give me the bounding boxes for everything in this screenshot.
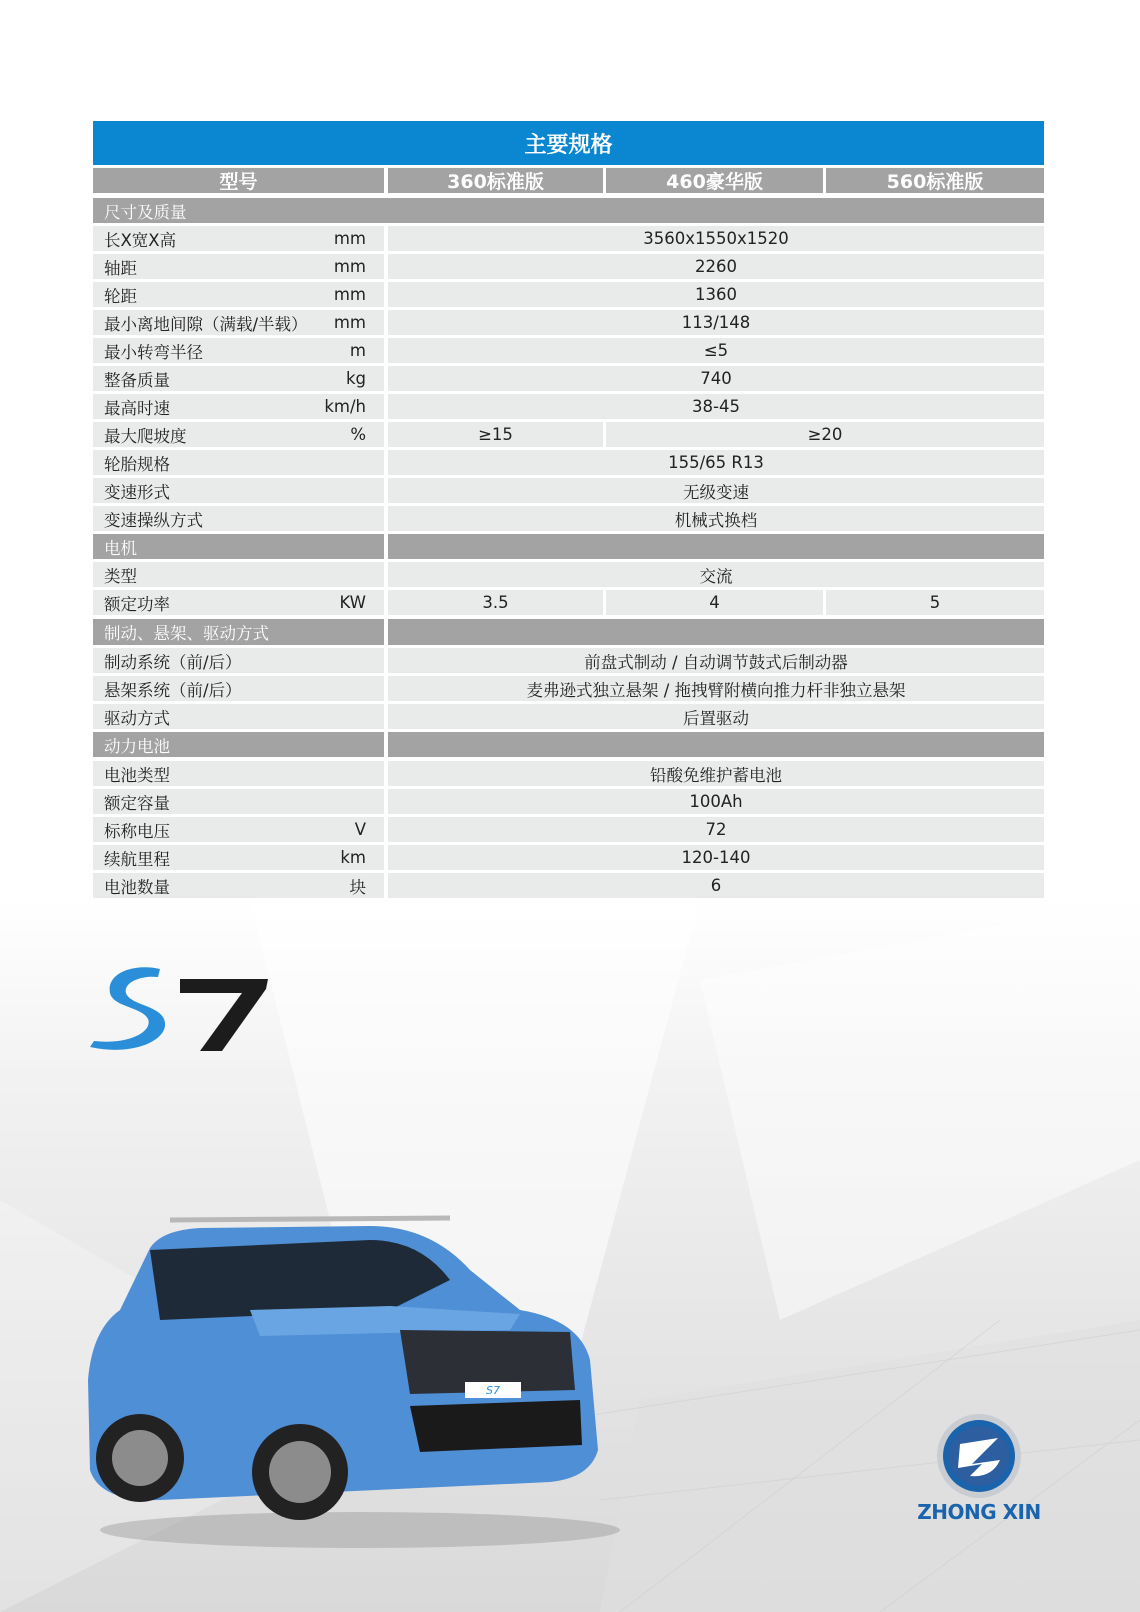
section-fill [388, 534, 1044, 559]
section-motor [93, 534, 1044, 559]
row-label [93, 310, 384, 335]
row-value: 机械式换档 [388, 506, 1044, 531]
section-label: 尺寸及质量 [93, 198, 1044, 223]
car-image [70, 1210, 630, 1550]
table-row [93, 648, 1044, 673]
label-text: 制动系统（前/后） [104, 652, 242, 672]
table-row [93, 704, 1044, 729]
row-label [93, 590, 384, 615]
table-row [93, 394, 1044, 419]
label-text: 悬架系统（前/后） [104, 680, 242, 700]
header-version-360: 360标准版 [388, 168, 603, 193]
unit-text: km [340, 848, 366, 867]
row-value: 38-45 [388, 394, 1044, 419]
header-version-460: 460豪华版 [606, 168, 823, 193]
table-row [93, 789, 1044, 814]
unit-text: mm [333, 229, 366, 248]
section-dimensions [93, 198, 1044, 223]
label-text: 轮距 [104, 286, 137, 306]
label-text: 整备质量 [104, 370, 170, 390]
table-title: 主要规格 [93, 121, 1044, 165]
row-label [93, 282, 384, 307]
label-text: 变速形式 [104, 482, 170, 502]
row-value: 麦弗逊式独立悬架 / 拖拽臂附横向推力杆非独立悬架 [388, 676, 1044, 701]
table-row [93, 506, 1044, 531]
row-value: 100Ah [388, 789, 1044, 814]
label-text: 标称电压 [104, 821, 170, 841]
section-label: 动力电池 [93, 732, 384, 757]
row-label [93, 422, 384, 447]
row-value: 72 [388, 817, 1044, 842]
table-row [93, 817, 1044, 842]
row-value: 无级变速 [388, 478, 1044, 503]
table-row [93, 282, 1044, 307]
spec-table [93, 121, 1044, 898]
unit-text: mm [333, 257, 366, 276]
table-row [93, 845, 1044, 870]
label-text: 额定功率 [104, 594, 170, 614]
label-text: 长X宽X高 [104, 230, 177, 250]
row-label [93, 506, 384, 531]
row-label [93, 394, 384, 419]
label-text: 类型 [104, 566, 137, 586]
row-label [93, 817, 384, 842]
row-value: 交流 [388, 562, 1044, 587]
section-power-battery [93, 732, 1044, 757]
table-row [93, 590, 1044, 615]
row-value-560: 5 [826, 590, 1044, 615]
header-row [93, 168, 1044, 193]
svg-text:S7: S7 [486, 1384, 500, 1397]
row-label [93, 761, 384, 786]
row-value: 155/65 R13 [388, 450, 1044, 475]
row-label [93, 562, 384, 587]
unit-text: kg [345, 369, 366, 388]
label-text: 变速操纵方式 [104, 510, 203, 530]
unit-text: mm [333, 285, 366, 304]
row-value-360: 3.5 [388, 590, 603, 615]
table-row [93, 873, 1044, 898]
row-value-460: 4 [606, 590, 823, 615]
label-text: 最高时速 [104, 398, 170, 418]
s7-model-logo [90, 965, 270, 1055]
row-value: 1360 [388, 282, 1044, 307]
table-row [93, 338, 1044, 363]
unit-text: km/h [324, 397, 366, 416]
table-row [93, 422, 1044, 447]
row-value: 113/148 [388, 310, 1044, 335]
unit-text: 块 [349, 877, 366, 897]
label-text: 最小离地间隙（满载/半载） [104, 314, 308, 334]
row-value: ≤5 [388, 338, 1044, 363]
row-value: 6 [388, 873, 1044, 898]
brand-name: ZHONG XIN [917, 1500, 1041, 1524]
label-text: 电池数量 [104, 877, 170, 897]
unit-text: KW [339, 593, 366, 612]
table-row [93, 254, 1044, 279]
unit-text: % [350, 425, 366, 444]
table-row [93, 366, 1044, 391]
label-text: 轮胎规格 [104, 454, 170, 474]
row-value: 前盘式制动 / 自动调节鼓式后制动器 [388, 648, 1044, 673]
section-fill [388, 732, 1044, 757]
row-label [93, 873, 384, 898]
row-value: 120-140 [388, 845, 1044, 870]
row-label [93, 704, 384, 729]
header-version-560: 560标准版 [826, 168, 1044, 193]
row-value: 铅酸免维护蓄电池 [388, 761, 1044, 786]
table-row [93, 676, 1044, 701]
label-text: 轴距 [104, 258, 137, 278]
label-text: 电池类型 [104, 765, 170, 785]
table-row [93, 450, 1044, 475]
row-value: 2260 [388, 254, 1044, 279]
label-text: 续航里程 [104, 849, 170, 869]
unit-text: m [349, 341, 366, 360]
section-fill [388, 619, 1044, 645]
table-row [93, 226, 1044, 251]
row-value-460-560: ≥20 [606, 422, 1044, 447]
unit-text: V [354, 820, 366, 839]
row-label [93, 338, 384, 363]
label-text: 最小转弯半径 [104, 342, 203, 362]
row-value: 3560x1550x1520 [388, 226, 1044, 251]
unit-text: mm [333, 313, 366, 332]
header-model: 型号 [93, 168, 384, 193]
row-value: 后置驱动 [388, 704, 1044, 729]
row-label [93, 478, 384, 503]
table-row [93, 761, 1044, 786]
row-label [93, 648, 384, 673]
row-label [93, 676, 384, 701]
section-brake-suspension-drive [93, 619, 1044, 645]
row-label [93, 789, 384, 814]
row-label [93, 845, 384, 870]
row-label [93, 254, 384, 279]
table-row [93, 310, 1044, 335]
section-label: 制动、悬架、驱动方式 [93, 619, 384, 645]
row-label [93, 366, 384, 391]
table-row [93, 478, 1044, 503]
row-value-360: ≥15 [388, 422, 603, 447]
row-value: 740 [388, 366, 1044, 391]
label-text: 最大爬坡度 [104, 426, 187, 446]
row-label [93, 450, 384, 475]
table-row [93, 562, 1044, 587]
row-label [93, 226, 384, 251]
label-text: 额定容量 [104, 793, 170, 813]
section-label: 电机 [93, 534, 384, 559]
label-text: 驱动方式 [104, 708, 170, 728]
